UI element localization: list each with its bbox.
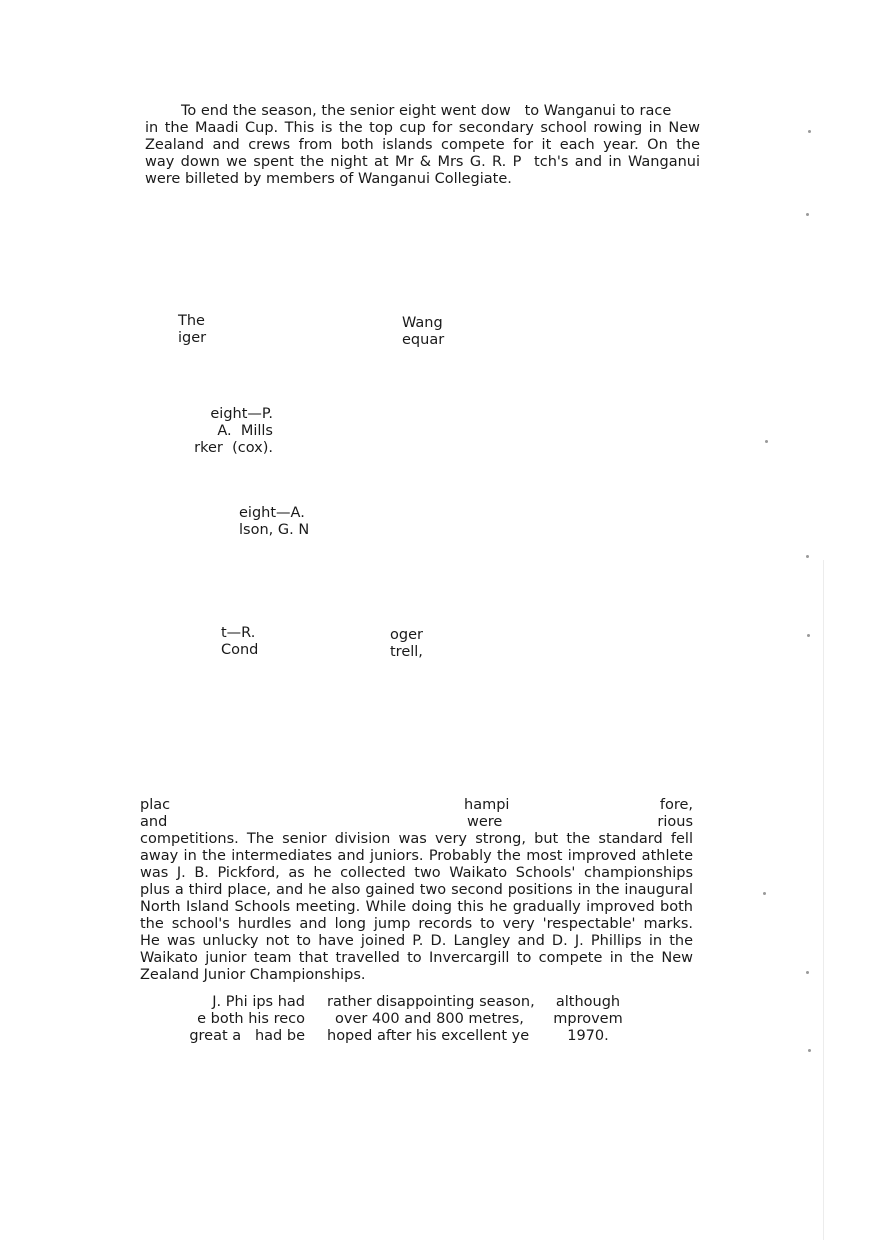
fragment-line: t—R. <box>221 625 256 641</box>
page-edge <box>823 560 824 1240</box>
text-line: competitions. The senior division was very strong, but the standard fell <box>140 831 693 847</box>
fragment-line: 1970. <box>567 1028 609 1044</box>
text-line: plus a third place, and he also gained two second positions in the inaugural <box>140 882 693 898</box>
text-fragment: and <box>140 814 168 830</box>
fragment-line: e both his reco <box>197 1011 305 1027</box>
fragment-line: A. Mills <box>217 423 273 439</box>
text-fragment: rious <box>657 814 693 830</box>
text-line: Zealand Junior Championships. <box>140 967 366 983</box>
text-line: To end the season, the senior eight went dow to Wanganui to race <box>181 103 672 119</box>
text-fragment-column <box>187 994 305 1045</box>
text-fragment <box>193 406 273 457</box>
scan-speck <box>806 555 809 558</box>
partial-line <box>140 797 693 814</box>
fragment-line: J. Phi ips had <box>212 994 305 1010</box>
text-fragment: hampi <box>464 797 510 813</box>
text-fragment-column <box>540 994 636 1045</box>
fragment-line: Cond <box>221 642 259 658</box>
text-fragment <box>402 315 444 349</box>
text-line: Zealand and crews from both islands compete for it each year. On the <box>145 137 700 153</box>
scan-speck <box>808 1049 811 1052</box>
scan-speck <box>806 971 809 974</box>
fragment-line: equar <box>402 332 445 348</box>
scan-speck <box>765 440 768 443</box>
text-line: He was unlucky not to have joined P. D. Langley and D. J. Phillips in the <box>140 933 693 949</box>
scan-speck <box>807 634 810 637</box>
fragment-line: lson, G. N <box>239 522 310 538</box>
text-fragment <box>178 313 206 347</box>
fragment-line: great a had be <box>189 1028 305 1044</box>
fragment-line: eight—A. <box>239 505 305 521</box>
text-fragment <box>221 625 258 659</box>
text-line: away in the intermediates and juniors. Probably the most improved athlete <box>140 848 693 864</box>
fragment-line: oger <box>390 627 423 643</box>
text-fragment-column <box>327 994 535 1045</box>
paragraph-rowing-maadi-cup <box>145 103 700 188</box>
partial-line <box>140 814 693 831</box>
fragment-line: The <box>178 313 205 329</box>
fragment-line: rker (cox). <box>194 440 273 456</box>
text-fragment: were <box>467 814 503 830</box>
fragment-line: trell, <box>390 644 423 660</box>
text-fragment <box>390 627 423 661</box>
text-line: the school's hurdles and long jump records to very 'respectable' marks. <box>140 916 693 932</box>
scan-speck <box>806 213 809 216</box>
paragraph-athletics-season <box>140 797 693 984</box>
text-line: were billeted by members of Wanganui Collegiate. <box>145 171 512 187</box>
text-line: way down we spent the night at Mr & Mrs G. R. P tch's and in Wanganui <box>145 154 700 170</box>
fragment-line: hoped after his excellent ye <box>327 1028 530 1044</box>
fragment-line: eight—P. <box>210 406 273 422</box>
fragment-line: mprovem <box>553 1011 623 1027</box>
fragment-line: over 400 and 800 metres, <box>335 1011 524 1027</box>
text-fragment <box>239 505 309 539</box>
fragment-line: iger <box>178 330 207 346</box>
text-line: Waikato junior team that travelled to Invercargill to compete in the New <box>140 950 693 966</box>
fragment-line: although <box>555 994 621 1010</box>
text-line: was J. B. Pickford, as he collected two Waikato Schools' championships <box>140 865 693 881</box>
scan-speck <box>808 130 811 133</box>
text-fragment: plac <box>140 797 171 813</box>
text-fragment: fore, <box>659 797 693 813</box>
fragment-line: rather disappointing season, <box>327 994 535 1010</box>
text-line: in the Maadi Cup. This is the top cup for secondary school rowing in New <box>145 120 700 136</box>
fragment-line: Wang <box>402 315 443 331</box>
text-line: North Island Schools meeting. While doing this he gradually improved both <box>140 899 693 915</box>
scan-speck <box>763 892 766 895</box>
